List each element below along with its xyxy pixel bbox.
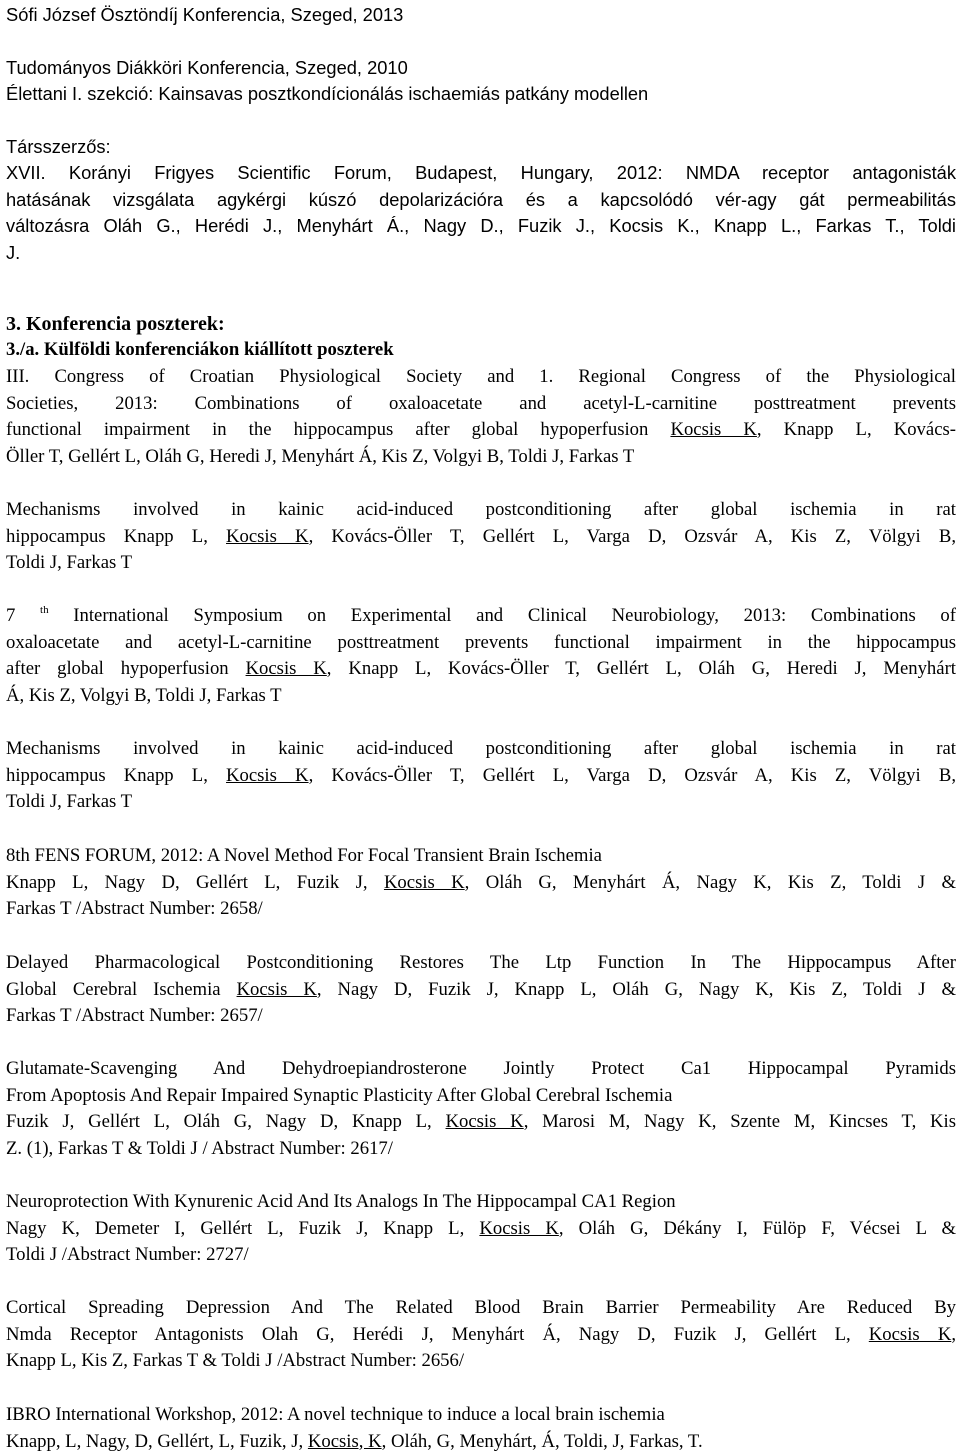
poster-entry	[6, 364, 956, 470]
entry-line: Knapp L, Kis Z, Farkas T & Toldi J /Abstract Number: 2656/	[6, 1350, 465, 1371]
poster-entry	[6, 736, 956, 816]
entry-line: Societies, 2013: Combinations of oxaloacetate and acetyl-L-carnitine posttreatment prevents	[6, 392, 956, 414]
author-highlight: Kocsis K	[868, 1323, 952, 1345]
author-highlight: Kocsis K	[226, 525, 309, 547]
coauthor-label: Társszerzős:	[6, 135, 111, 157]
entry-line: Knapp, L, Nagy, D, Gellért, L, Fuzik, J, Kocsis, K, Oláh, G, Menyhárt, Á, Toldi, J, Farkas, T.	[6, 1430, 703, 1452]
entry-line: 7 $^{th}$ International Symposium on Experimental and Clinical Neurobiology, 2013: Combinations of	[6, 604, 956, 626]
section-subtitle: 3./a. Külföldi konferenciákon kiállított poszterek	[6, 339, 394, 360]
entry-line: Nmda Receptor Antagonists Olah G, Herédi J, Menyhárt Á, Nagy D, Fuzik J, Gellért L, Kocsis K,	[6, 1323, 956, 1345]
poster-entry	[6, 843, 956, 923]
author-highlight: Kocsis K	[226, 764, 309, 786]
section-subheading	[6, 337, 956, 364]
entry-line: Toldi J, Farkas T	[6, 552, 133, 573]
conference-list-top	[6, 2, 956, 266]
author-highlight: Kocsis, K	[307, 1430, 382, 1452]
entry-line: III. Congress of Croatian Physiological Society and 1. Regional Congress of the Physiological	[6, 366, 956, 387]
entry-line: Delayed Pharmacological Postconditioning Restores The Ltp Function In The Hippocampus After	[6, 952, 956, 973]
author-highlight: Kocsis K	[479, 1217, 559, 1239]
entry-line: functional impairment in the hippocampus after global hypoperfusion Kocsis K, Knapp L, Kovács-	[6, 419, 956, 440]
entry-line: Nagy K, Demeter I, Gellért L, Fuzik J, Knapp L, Kocsis K, Oláh G, Dékány I, Fülöp F, Vécsei L &	[6, 1217, 956, 1239]
entry-line: hippocampus Knapp L, Kocsis K, Kovács-Öller T, Gellért L, Varga D, Ozsvár A, Kis Z, Völgyi B,	[6, 525, 956, 547]
conference-line: változásra Oláh G., Herédi J., Menyhárt Á., Nagy D., Fuzik J., Kocsis K., Knapp L., Farkas T., Toldi	[6, 215, 956, 236]
entry-line: From Apoptosis And Repair Impaired Synaptic Plasticity After Global Cerebral Ischemia	[6, 1084, 673, 1106]
poster-entry	[6, 497, 956, 577]
author-highlight: Kocsis K	[670, 419, 757, 440]
entry-line: Toldi J /Abstract Number: 2727/	[6, 1244, 249, 1265]
entry-line: Farkas T /Abstract Number: 2658/	[6, 898, 263, 919]
entry-line: 8th FENS FORUM, 2012: A Novel Method For Focal Transient Brain Ischemia	[6, 845, 602, 866]
conference-line: Tudományos Diákköri Konferencia, Szeged, 2010	[6, 56, 408, 78]
poster-entry	[6, 603, 956, 709]
entry-line: Farkas T /Abstract Number: 2657/	[6, 1005, 263, 1026]
entry-line: Fuzik J, Gellért L, Oláh G, Nagy D, Knapp L, Kocsis K, Marosi M, Nagy K, Szente M, Kincses T, Kis	[6, 1111, 956, 1132]
poster-entry	[6, 1189, 956, 1269]
entry-line: Knapp L, Nagy D, Gellért L, Fuzik J, Kocsis K, Oláh G, Menyhárt Á, Nagy K, Kis Z, Toldi J &	[6, 871, 956, 893]
entry-line: Toldi J, Farkas T	[6, 791, 133, 812]
section-title: 3. Konferencia poszterek:	[6, 313, 225, 335]
author-highlight: Kocsis K	[245, 658, 327, 679]
poster-entry	[6, 1295, 956, 1375]
poster-entry	[6, 1402, 956, 1455]
entry-line: IBRO International Workshop, 2012: A novel technique to induce a local brain ischemia	[6, 1404, 665, 1425]
entry-line: Á, Kis Z, Volgyi B, Toldi J, Farkas T	[6, 684, 282, 706]
section-heading	[6, 311, 956, 338]
conference-line: J.	[6, 241, 21, 263]
entry-line: Global Cerebral Ischemia Kocsis K, Nagy D, Fuzik J, Knapp L, Oláh G, Nagy K, Kis Z, Toldi J &	[6, 978, 956, 1000]
entry-line: Mechanisms involved in kainic acid-induced postconditioning after global ischemia in rat	[6, 738, 956, 759]
author-highlight: Kocsis K	[383, 871, 465, 893]
poster-entry	[6, 1056, 956, 1162]
entry-line: Neuroprotection With Kynurenic Acid And Its Analogs In The Hippocampal CA1 Region	[6, 1191, 676, 1212]
entry-line: oxaloacetate and acetyl-L-carnitine posttreatment prevents functional impairment in the hippocampus	[6, 631, 956, 653]
entry-line: after global hypoperfusion Kocsis K, Knapp L, Kovács-Öller T, Gellért L, Oláh G, Heredi J, Menyhárt	[6, 658, 956, 679]
entry-line: Öller T, Gellért L, Oláh G, Heredi J, Menyhárt Á, Kis Z, Volgyi B, Toldi J, Farkas T	[6, 445, 635, 467]
entry-line: Glutamate-Scavenging And Dehydroepiandrosterone Jointly Protect Ca1 Hippocampal Pyramids	[6, 1058, 956, 1079]
poster-entry	[6, 950, 956, 1030]
conference-line: Élettani I. szekció: Kainsavas posztkondícionálás ischaemiás patkány modellen	[6, 83, 649, 104]
entry-line: Cortical Spreading Depression And The Related Blood Brain Barrier Permeability Are Reduced By	[6, 1297, 956, 1318]
conference-line: Sófi József Ösztöndíj Konferencia, Szeged, 2013	[6, 4, 404, 25]
author-highlight: Kocsis K	[445, 1111, 524, 1132]
conference-line: hatásának vizsgálata agykérgi kúszó depolarizációra és a kapcsolódó vér-agy gát permeabilitás	[6, 188, 956, 210]
entry-line: Z. (1), Farkas T & Toldi J / Abstract Number: 2617/	[6, 1137, 393, 1159]
conference-line: XVII. Korányi Frigyes Scientific Forum, Budapest, Hungary, 2012: NMDA receptor antagonisták	[6, 162, 956, 183]
author-highlight: Kocsis K	[236, 978, 317, 1000]
entry-line: hippocampus Knapp L, Kocsis K, Kovács-Öller T, Gellért L, Varga D, Ozsvár A, Kis Z, Völgyi B,	[6, 764, 956, 786]
entry-line: Mechanisms involved in kainic acid-induced postconditioning after global ischemia in rat	[6, 499, 956, 520]
